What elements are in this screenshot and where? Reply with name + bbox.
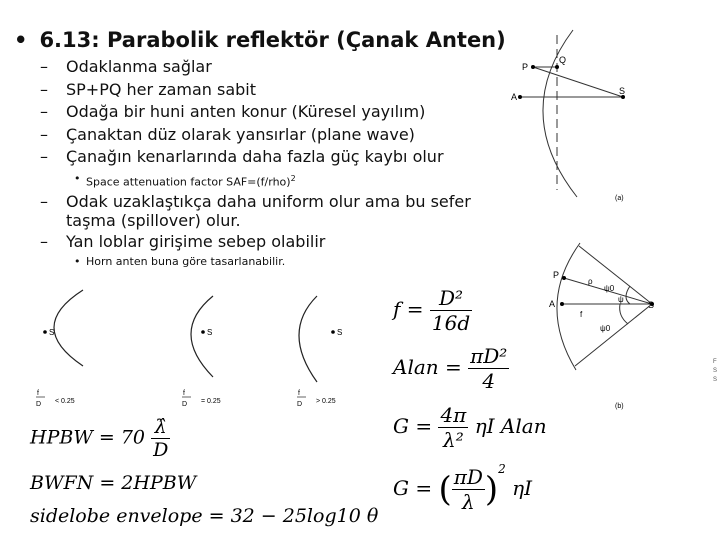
dash: –	[40, 102, 48, 121]
ratio-rel: > 0.25	[316, 398, 336, 405]
ratio-rel: = 0.25	[201, 398, 221, 405]
sub-text: Space attenuation factor SAF=(f/rho)	[86, 175, 291, 189]
ratio-f: f	[37, 390, 39, 397]
gain-formula-1	[393, 403, 547, 452]
point-p	[531, 65, 535, 69]
angle-arc-lower	[620, 304, 628, 324]
focus-dot	[331, 330, 335, 334]
hpbw-lhs: HPBW = 70	[30, 426, 146, 449]
dish-1	[36, 290, 83, 408]
g1-lhs: G =	[393, 414, 433, 438]
item-text: Odağa bir huni anten konur (Küresel yayılım)	[66, 102, 426, 121]
f-num: D²	[430, 286, 472, 311]
sub-item	[40, 171, 471, 191]
caption-a: (a)	[615, 195, 624, 202]
g2-lhs: G =	[393, 476, 433, 500]
dash: –	[40, 124, 48, 144]
hpbw-fraction	[151, 416, 170, 461]
dash: –	[40, 232, 48, 252]
g2-den: λ	[461, 490, 475, 514]
hpbw-den: D	[153, 439, 169, 461]
edge-ray-bottom	[575, 304, 652, 366]
alan-den: 4	[482, 369, 496, 393]
list-item	[40, 231, 471, 254]
ratio-f: f	[298, 390, 300, 397]
label-psi0-bottom: ψ0	[600, 324, 611, 333]
focus-label: S	[207, 328, 213, 337]
sub-item	[40, 254, 471, 270]
label-rho: ρ	[588, 277, 593, 286]
g2-rest: ηI	[512, 476, 533, 500]
list-item	[40, 101, 471, 124]
paren-close: )	[484, 469, 499, 510]
label-s: S	[619, 86, 626, 96]
label-p: P	[522, 62, 529, 72]
gain-formula-2	[393, 462, 532, 514]
edge-marks: F S S	[713, 359, 718, 383]
point-p-b	[562, 276, 566, 280]
sidelobe-formula: sidelobe envelope = 32 − 25log10 θ	[30, 505, 379, 527]
point-a	[518, 95, 522, 99]
ratio-rel: < 0.25	[55, 398, 75, 405]
dash: –	[40, 147, 48, 166]
hpbw-formula	[30, 416, 170, 461]
label-p-b: P	[553, 270, 560, 280]
sub-text: Horn anten buna göre tasarlanabilir.	[86, 254, 286, 268]
bwfn-formula: BWFN = 2HPBW	[30, 472, 197, 494]
list-item	[40, 124, 471, 147]
f-den: 16d	[431, 311, 471, 335]
slide-title	[14, 28, 506, 52]
sup: 2	[290, 173, 296, 183]
point-q	[555, 65, 559, 69]
list-item	[40, 192, 471, 230]
item-text: Yan loblar girişime sebep olabilir	[66, 232, 326, 252]
label-f: f	[580, 310, 583, 319]
focus-label: S	[337, 328, 343, 337]
label-s-b: S	[648, 300, 655, 310]
item-text: Çanağın kenarlarında daha fazla güç kaybı olur	[66, 147, 444, 166]
list-item	[40, 146, 471, 169]
list-item	[40, 79, 471, 102]
item-text: Odaklanma sağlar	[66, 57, 212, 76]
dish-2	[182, 296, 221, 408]
g2-num: πD	[453, 465, 483, 489]
point-a-b	[560, 302, 564, 306]
g1-rest: ηI Alan	[474, 414, 547, 438]
ratio-d: D	[182, 401, 188, 408]
focus-label: S	[49, 328, 55, 337]
ratio-d: D	[297, 401, 303, 408]
bullet-list	[40, 56, 471, 270]
alan-num: πD²	[470, 344, 508, 368]
f-formula	[393, 286, 472, 335]
dish-curve	[299, 296, 317, 382]
diagram-a	[495, 25, 660, 210]
item-text: Çanaktan düz olarak yansırlar (plane wave)	[66, 124, 415, 144]
alan-fraction	[468, 344, 509, 393]
dash: –	[40, 57, 48, 76]
paren-open: (	[438, 469, 452, 510]
ratio-d: D	[36, 401, 42, 408]
label-a: A	[511, 92, 518, 102]
label-psi: ψ	[618, 295, 624, 304]
title-text: 6.13: Parabolik reflektör (Çanak Anten)	[39, 28, 506, 52]
item-text: Odak uzaklaştıkça daha uniform olur ama bu sefer	[66, 192, 471, 212]
alan-lhs: Alan =	[393, 355, 462, 379]
g1-fraction	[438, 403, 468, 452]
g2-exp: 2	[498, 462, 506, 476]
dish-3	[297, 296, 342, 408]
dash: –	[40, 79, 48, 99]
f-lhs: f =	[393, 297, 424, 321]
f-fraction	[430, 286, 472, 335]
sub-bullet: •	[74, 171, 81, 185]
hpbw-num: λ̂	[151, 416, 170, 439]
edge-ray-top	[579, 246, 652, 304]
item-text-cont: taşma (spillover) olur.	[66, 211, 241, 231]
dish-curve	[54, 290, 83, 366]
label-a-b: A	[549, 299, 556, 309]
focus-dot	[201, 330, 205, 334]
ratio-f: f	[183, 390, 185, 397]
caption-b: (b)	[615, 403, 624, 410]
diagram-b	[540, 238, 670, 413]
g1-num: 4π	[440, 403, 467, 427]
reflector-curve-b	[557, 243, 580, 370]
label-psi0-top: ψ0	[604, 284, 615, 293]
alan-formula	[393, 344, 509, 393]
dish-diagrams	[25, 282, 370, 417]
title-bullet: •	[14, 28, 28, 52]
g1-den: λ²	[443, 428, 464, 452]
sub-bullet: •	[74, 254, 81, 268]
focus-dot	[43, 330, 47, 334]
list-item	[40, 56, 471, 79]
dash: –	[40, 192, 48, 212]
item-text: SP+PQ her zaman sabit	[66, 79, 257, 99]
g2-fraction	[452, 465, 485, 514]
label-q: Q	[559, 55, 567, 65]
angle-arc	[626, 286, 630, 304]
